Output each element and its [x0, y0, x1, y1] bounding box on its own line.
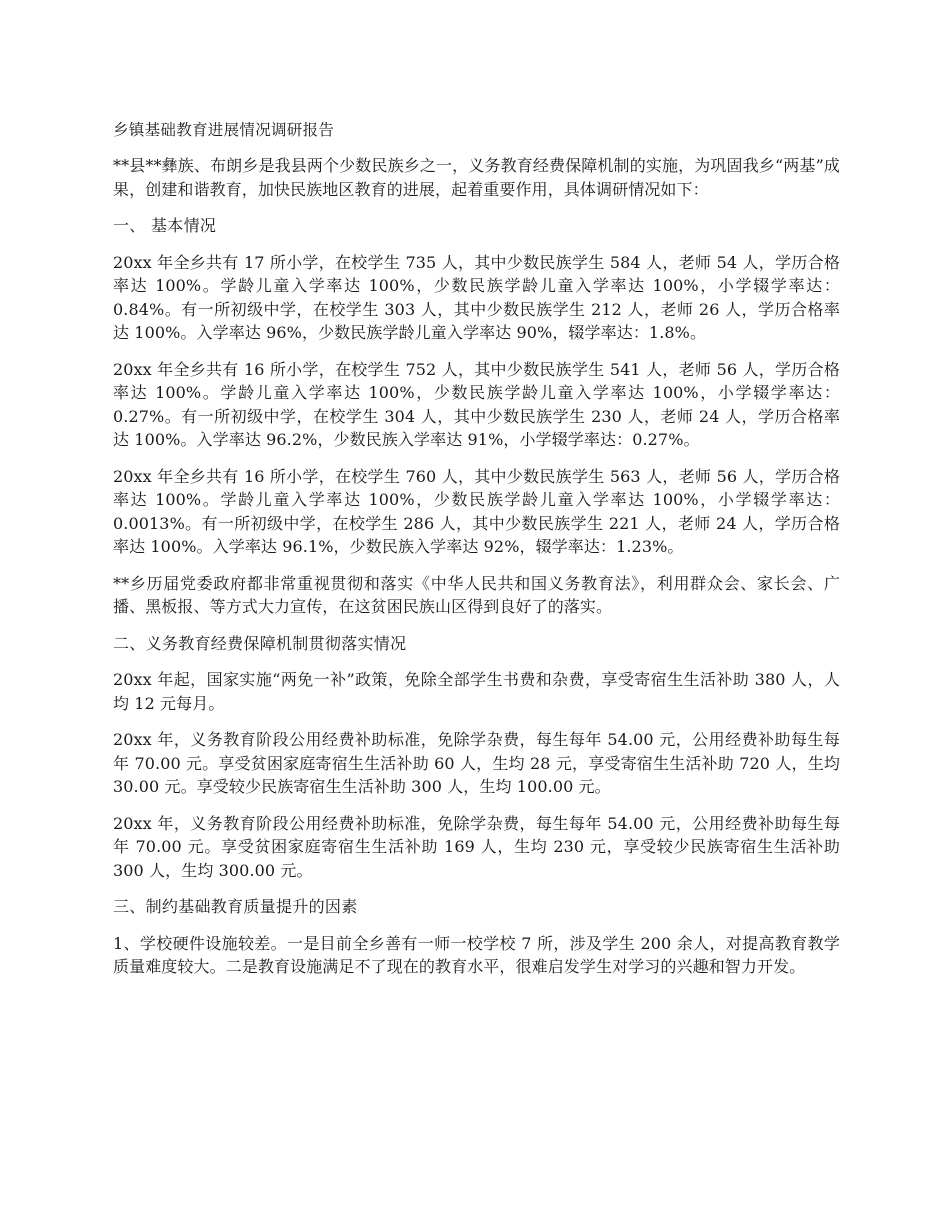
section-2-heading: 二、义务教育经费保障机制贯彻落实情况 — [113, 633, 407, 653]
section-3-heading: 三、制约基础教育质量提升的因素 — [113, 897, 358, 916]
section-1-paragraph-2: 20xx 年全乡共有 16 所小学，在校学生 752 人，其中少数民族学生 541 人，老师 56 人，学历合格率达 100%。学龄儿童入学率达 100%，少数民族学龄儿童入学率达 100%，小学辍学率达：0.27%。有一所初级中学，在校学生 304 人，其中少数民族学生 230 人，老师 24 人，学历合格率达 100%。入学率达 96.2%，少数民族入学率达 91%，小学辍学率达：0.27%。 — [113, 359, 840, 449]
intro-paragraph: **县**彝族、布朗乡是我县两个少数民族乡之一，义务教育经费保障机制的实施，为巩固我乡“两基”成果，创建和谐教育，加快民族地区教育的进展，起着重要作用，具体调研情况如下： — [113, 156, 840, 199]
section-2-paragraph-3: 20xx 年，义务教育阶段公用经费补助标准，免除学杂费，每生每年 54.00 元，公用经费补助每生每年 70.00 元。享受贫困家庭寄宿生生活补助 169 人，生均 230 元，享受较少民族寄宿生生活补助 300 人，生均 300.00 元。 — [113, 813, 840, 880]
section-2-paragraph-2: 20xx 年，义务教育阶段公用经费补助标准，免除学杂费，每生每年 54.00 元，公用经费补助每生每年 70.00 元。享受贫困家庭寄宿生生活补助 60 人，生均 28 元，享受寄宿生生活补助 720 人，生均 30.00 元。享受较少民族寄宿生生活补助 300 人，生均 100.00 元。 — [113, 730, 840, 796]
section-2-paragraph-1: 20xx 年起，国家实施“两免一补”政策，免除全部学生书费和杂费，享受寄宿生生活补助 380 人，人均 12 元每月。 — [113, 670, 840, 713]
section-3-paragraph-1: 1、学校硬件设施较差。一是目前全乡善有一师一校学校 7 所，涉及学生 200 余人，对提高教育教学质量难度较大。二是教育设施满足不了现在的教育水平，很难启发学生对学习的兴趣和智力开发。 — [113, 933, 840, 976]
section-1-paragraph-3: 20xx 年全乡共有 16 所小学，在校学生 760 人，其中少数民族学生 563 人，老师 56 人，学历合格率达 100%。学龄儿童入学率达 100%，少数民族学龄儿童入学率达 100%，小学辍学率达：0.0013%。有一所初级中学，在校学生 286 人，其中少数民族学生 221 人，老师 24 人，学历合格率达 100%。入学率达 96.1%，少数民族入学率达 92%，辍学率达：1.23%。 — [113, 466, 840, 556]
section-1-paragraph-4: **乡历届党委政府都非常重视贯彻和落实《中华人民共和国义务教育法》，利用群众会、家长会、广播、黑板报、等方式大力宣传，在这贫困民族山区得到良好了的落实。 — [113, 573, 840, 616]
document-title: 乡镇基础教育进展情况调研报告 — [113, 121, 335, 139]
section-1-paragraph-1: 20xx 年全乡共有 17 所小学，在校学生 735 人，其中少数民族学生 584 人，老师 54 人，学历合格率达 100%。学龄儿童入学率达 100%，少数民族学龄儿童入学率达 100%，小学辍学率达：0.84%。有一所初级中学，在校学生 303 人，其中少数民族学生 212 人，老师 26 人，学历合格率达 100%。入学率达 96%，少数民族学龄儿童入学率达 90%，辍学率达：1.8%。 — [113, 252, 840, 342]
section-1-heading: 一、 基本情况 — [113, 216, 217, 235]
document-page — [113, 118, 840, 992]
